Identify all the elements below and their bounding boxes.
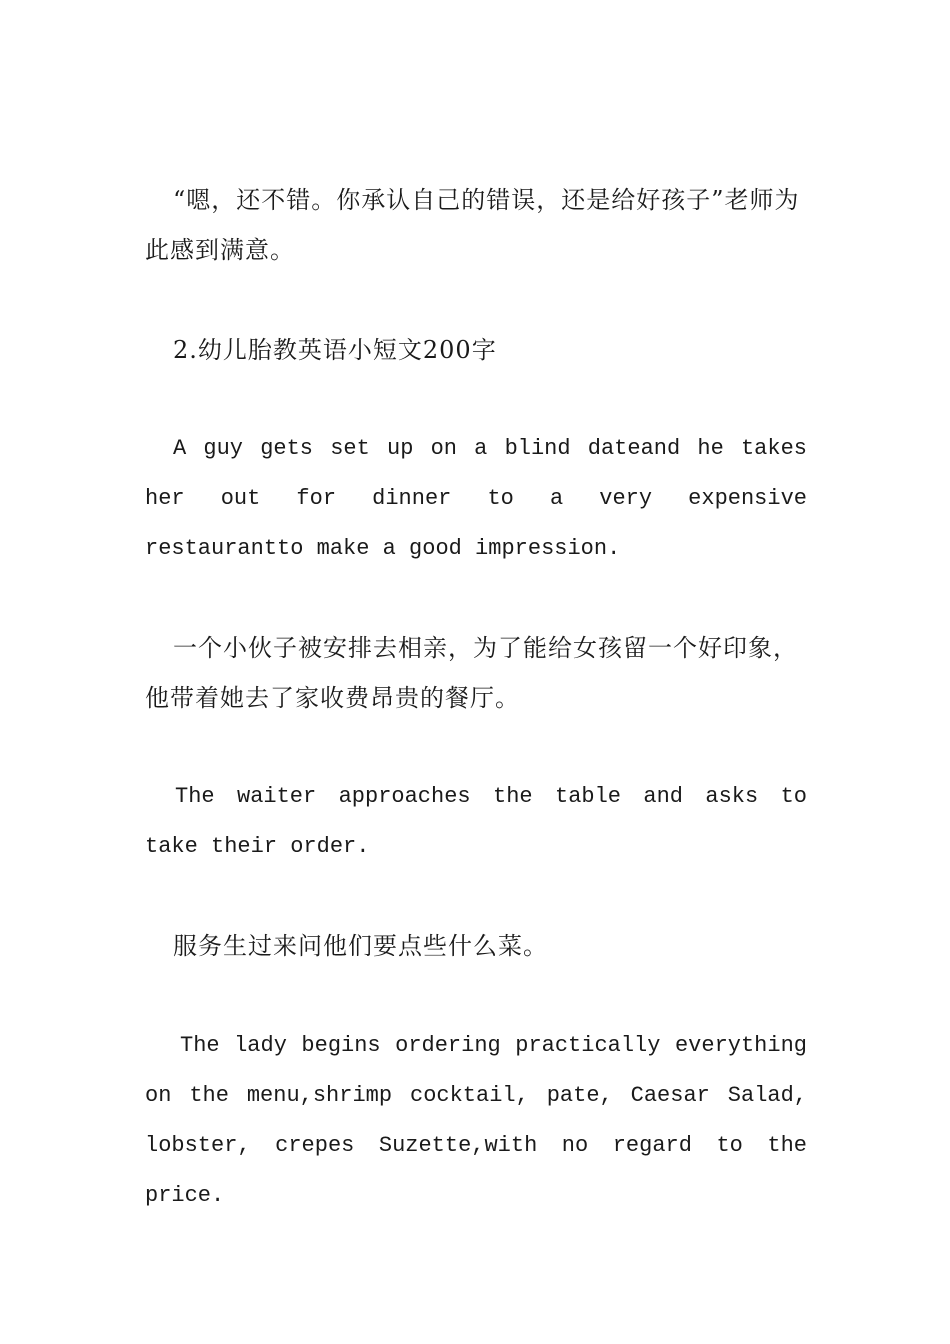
paragraph-teacher-satisfied: “嗯，还不错。你承认自己的错误，还是给好孩子”老师为此感到满意。 <box>145 186 800 264</box>
paragraph-waiter-en: The waiter approaches the table and asks to take their order. <box>145 784 807 859</box>
paragraph-lady-ordering-en: The lady begins ordering practically everything on the menu,shrimp cocktail, pate, Caesar Salad, lobster, crepes Suzette,with no regard to the price. <box>145 1033 807 1208</box>
paragraph-waiter-zh: 服务生过来问他们要点些什么菜。 <box>173 932 548 960</box>
section-heading: 2.幼儿胎教英语小短文200字 <box>173 336 497 364</box>
paragraph-blind-date-en: A guy gets set up on a blind dateand he takes her out for dinner to a very expensive restaurantto make a good impression. <box>145 436 807 561</box>
paragraph-blind-date-zh: 一个小伙子被安排去相亲，为了能给女孩留一个好印象，他带着她去了家收费昂贵的餐厅。 <box>145 634 798 712</box>
